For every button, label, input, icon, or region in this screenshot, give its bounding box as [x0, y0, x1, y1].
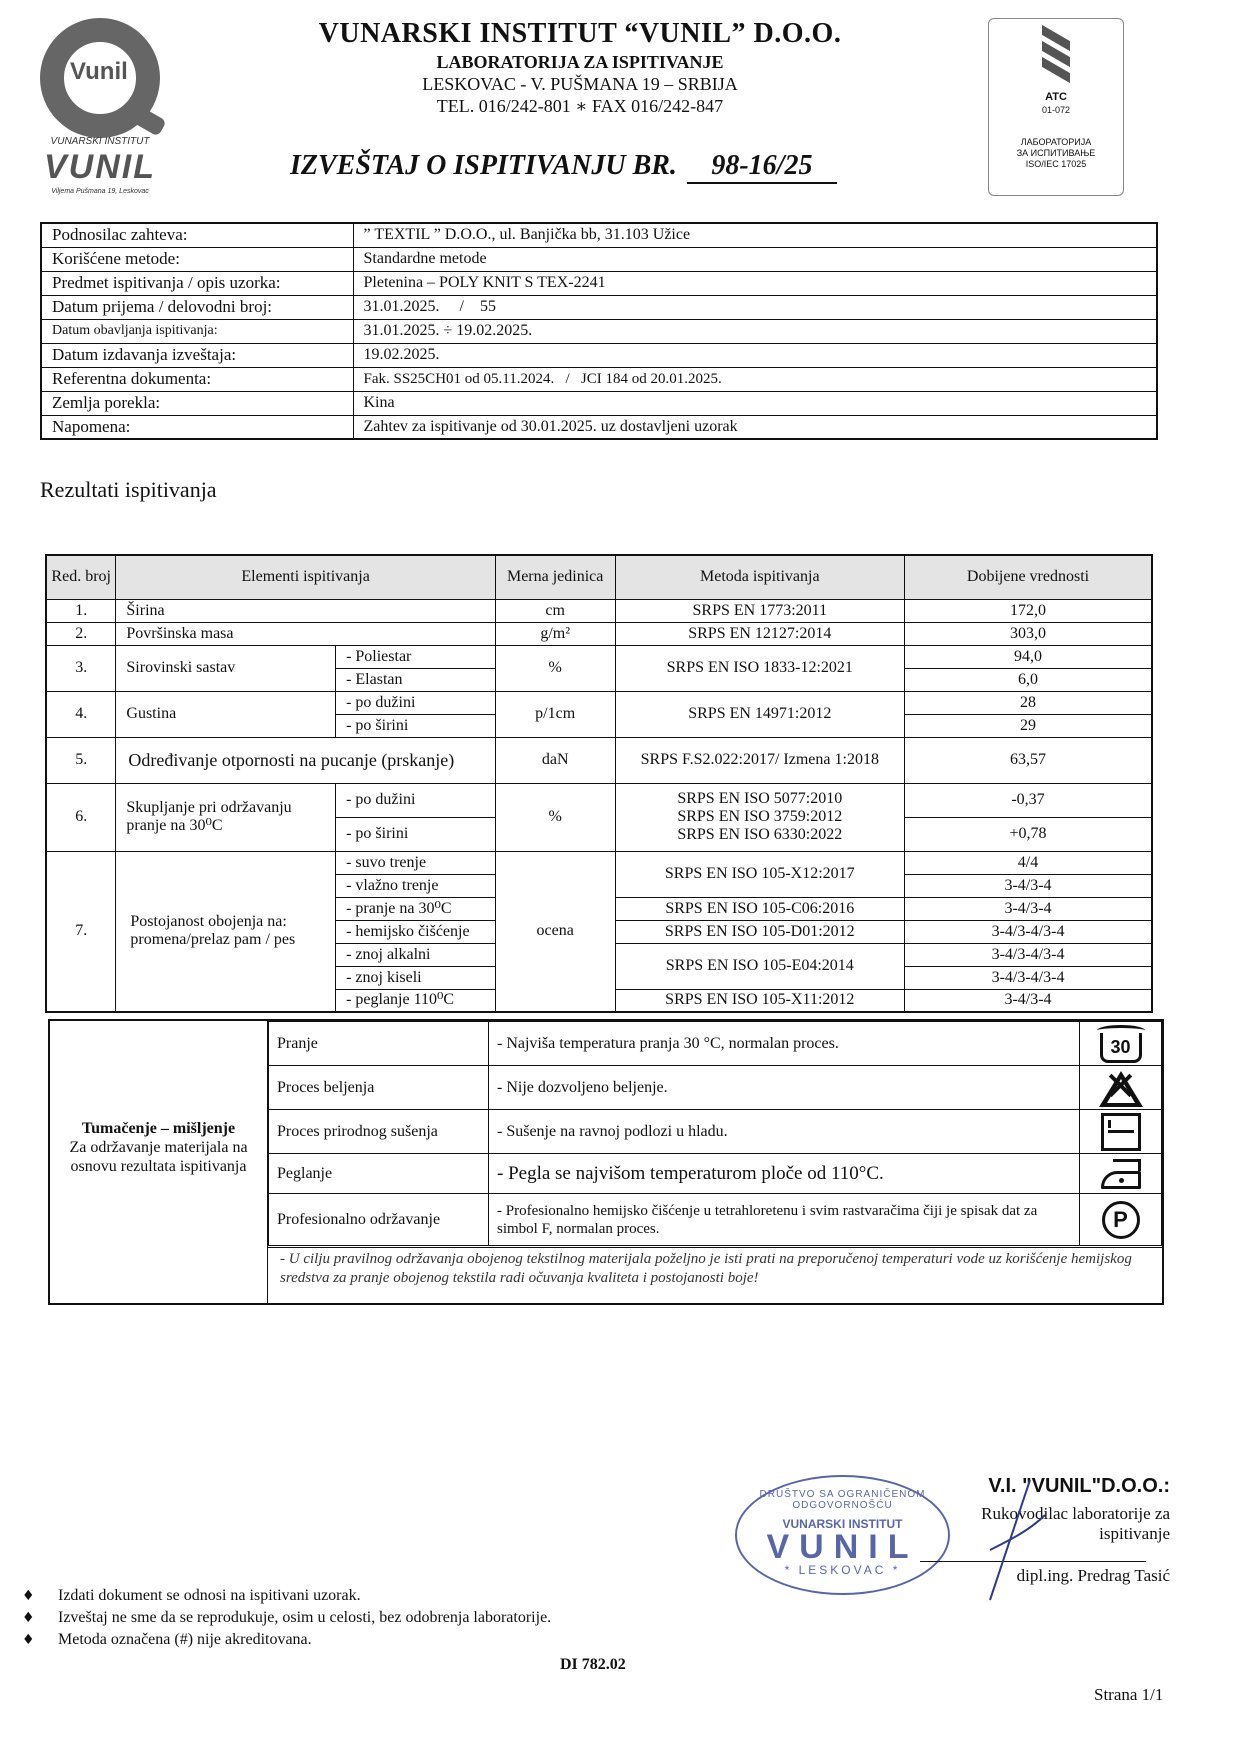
- company-stamp: DRUŠTVO SA OGRANIČENOM ODGOVORNOŠĆU VUNARSKI INSTITUT VUNIL * LESKOVAC *: [735, 1475, 950, 1595]
- request-info-table: [40, 222, 1158, 440]
- institute-name: VUNARSKI INSTITUT “VUNIL” D.O.O.: [318, 18, 842, 49]
- info-row: Zemlja porekla: Kina: [41, 391, 1157, 415]
- care-row: Profesionalno održavanje - Profesionalno hemijsko čišćenje u tetrahloretenu i svim rastvaračima čiji je spisak dat za simbol F, normalan proces. P: [269, 1194, 1162, 1246]
- table-row: 4. Gustina - po dužini p/1cm SRPS EN 14971:2012 28: [46, 691, 1152, 714]
- results-table: [45, 554, 1153, 1013]
- care-table: [268, 1021, 1162, 1246]
- flat-dry-shade-icon: [1101, 1113, 1141, 1151]
- footer-notes: [18, 1585, 551, 1651]
- iron-low-icon: [1099, 1159, 1143, 1189]
- table-row: - po širini 29: [46, 714, 1152, 737]
- info-row: Predmet ispitivanja / opis uzorka: Pletenina – POLY KNIT S TEX-2241: [41, 271, 1157, 295]
- signature-name: dipl.ing. Predrag Tasić: [1016, 1566, 1170, 1585]
- phone-fax: TEL. 016/242-801 ∗ FAX 016/242-847: [436, 96, 724, 116]
- table-row: - pranje na 30⁰C SRPS EN ISO 105-C06:2016 3-4/3-4: [46, 897, 1152, 920]
- table-row: 3. Sirovinski sastav - Poliestar % SRPS EN ISO 1833-12:2021 94,0: [46, 645, 1152, 668]
- care-row: Pranje - Najviša temperatura pranja 30 °C, normalan proces. 30: [269, 1022, 1162, 1066]
- table-row: - znoj alkalni SRPS EN ISO 105-E04:2014 3-4/3-4/3-4: [46, 943, 1152, 966]
- care-row: Peglanje - Pegla se najvišom temperaturom ploče od 110°C.: [269, 1154, 1162, 1194]
- logo-caption: VUNARSKI INSTITUT: [50, 136, 150, 147]
- table-row: 5. Određivanje otpornosti na pucanje (prskanje) daN SRPS F.S2.022:2017/ Izmena 1:2018 63,57: [46, 737, 1152, 783]
- wash-30-icon: 30: [1100, 1033, 1142, 1063]
- info-row: Napomena: Zahtev za ispitivanje od 30.01.2025. uz dostavljeni uzorak: [41, 415, 1157, 439]
- table-row: - vlažno trenje 3-4/3-4: [46, 874, 1152, 897]
- info-row: Referentna dokumenta: Fak. SS25CH01 od 05.11.2024. / JCI 184 od 20.01.2025.: [41, 367, 1157, 391]
- signature-role: Rukovodilac laboratorije za ispitivanje: [981, 1504, 1170, 1543]
- address: LESKOVAC - V. PUŠMANA 19 – SRBIJA: [422, 74, 738, 94]
- report-title: IZVEŠTAJ O ISPITIVANJU BR. 98-16/25: [290, 150, 837, 184]
- page-number: Strana 1/1: [1094, 1685, 1164, 1704]
- table-row: - Elastan 6,0: [46, 668, 1152, 691]
- list-item: ♦ Izdati dokument se odnosi na ispitivani uzorak.: [18, 1585, 551, 1607]
- table-row: - hemijsko čišćenje SRPS EN ISO 105-D01:2012 3-4/3-4/3-4: [46, 920, 1152, 943]
- report-number: 98-16/25: [687, 150, 837, 184]
- handwritten-signature: [970, 1470, 1050, 1610]
- table-row: - peglanje 110⁰C SRPS EN ISO 105-X11:2012 3-4/3-4: [46, 989, 1152, 1012]
- info-row: Korišćene metode: Standardne metode: [41, 247, 1157, 271]
- signature-org: V.I. "VUNIL"D.O.O.:: [988, 1475, 1170, 1497]
- vunil-logo: [30, 18, 180, 198]
- table-row: 6. Skupljanje pri održavanju pranje na 30⁰C - po dužini % SRPS EN ISO 5077:2010 SRPS EN ISO 3759:2012 SRPS EN ISO 6330:2022 -0,37: [46, 783, 1152, 817]
- list-item: ♦ Metoda označena (#) nije akreditovana.: [18, 1629, 551, 1651]
- document-code: DI 782.02: [560, 1656, 626, 1673]
- care-row: Proces prirodnog sušenja - Sušenje na ravnoj podlozi u hladu.: [269, 1110, 1162, 1154]
- info-row: Podnosilac zahteva: ” TEXTIL ” D.O.O., ul. Banjička bb, 31.103 Užice: [41, 223, 1157, 247]
- care-row: Proces beljenja - Nije dozvoljeno beljenje. ✕: [269, 1066, 1162, 1110]
- table-row: - znoj kiseli 3-4/3-4/3-4: [46, 966, 1152, 989]
- letterhead: [230, 18, 930, 117]
- table-row: 2. Površinska masa g/m² SRPS EN 12127:2014 303,0: [46, 622, 1152, 645]
- results-heading: Rezultati ispitivanja: [40, 477, 217, 502]
- lab-name: LABORATORIJA ZA ISPITIVANJE: [436, 52, 724, 72]
- results-header-row: Red. broj Elementi ispitivanja Merna jedinica Metoda ispitivanja Dobijene vrednosti: [46, 555, 1152, 599]
- table-row: 1. Širina cm SRPS EN 1773:2011 172,0: [46, 599, 1152, 622]
- table-row: 7. Postojanost obojenja na: promena/prelaz pam / pes - suvo trenje ocena SRPS EN ISO 105-X12:2017 4/4: [46, 851, 1152, 874]
- logo-mini-text: Vunil: [70, 58, 128, 85]
- logo-wordmark: VUNIL: [44, 148, 156, 186]
- logo-address: Viljema Pušmana 19, Leskovac: [51, 188, 149, 195]
- care-note: - U cilju pravilnog održavanja obojenog tekstilnog materijala poželjno je isti prati na preporučenoj temperaturi vode uz korišćenje hemijskog sredstva za pranje obojenog tekstila radi očuvanja kvaliteta i postojanosti boje!: [268, 1247, 1162, 1290]
- accreditation-badge: ATC 01-072 ЛАБОРАТОРИЈА ЗА ИСПИТИВАЊЕ ISO/IEC 17025: [988, 18, 1124, 196]
- info-row: Datum obavljanja ispitivanja: 31.01.2025. ÷ 19.02.2025.: [41, 319, 1157, 343]
- info-row: Datum izdavanja izveštaja: 19.02.2025.: [41, 343, 1157, 367]
- dry-clean-p-icon: P: [1102, 1201, 1140, 1239]
- info-row: Datum prijema / delovodni broj: 31.01.2025. / 55: [41, 295, 1157, 319]
- no-bleach-icon: ✕: [1098, 1069, 1144, 1107]
- atc-logo-icon: [1036, 27, 1076, 87]
- care-side-label: Tumačenje – mišljenje Za održavanje materijala na osnovu rezultata ispitivanja: [50, 1021, 268, 1303]
- care-interpretation: [48, 1019, 1164, 1305]
- list-item: ♦ Izveštaj ne sme da se reprodukuje, osim u celosti, bez odobrenja laboratorije.: [18, 1607, 551, 1629]
- table-row: - po širini +0,78: [46, 817, 1152, 851]
